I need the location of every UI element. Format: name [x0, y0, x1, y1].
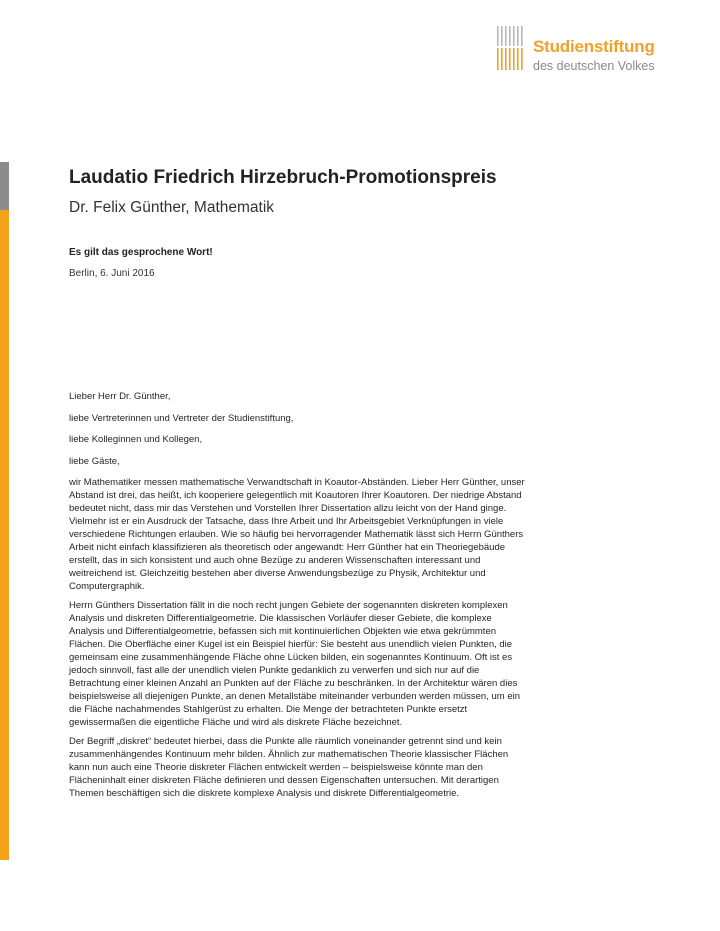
- logo-stripe-bottom: [521, 48, 523, 70]
- place-and-date: Berlin, 6. Juni 2016: [69, 268, 155, 279]
- logo-stripe-bottom: [501, 48, 503, 70]
- logo-stripe-top: [513, 26, 515, 46]
- logo-stripe-bottom: [497, 48, 499, 70]
- accent-side-bar: [0, 162, 9, 860]
- accent-side-bar-top-segment: [0, 162, 9, 210]
- logo-stripe-bottom: [505, 48, 507, 70]
- speech-paragraph: wir Mathematiker messen mathematische Verwandtschaft in Koautor-Abständen. Lieber Herr Günther, unser Abstand ist drei, das heißt, ich kooperiere gelegentlich mit Koautoren Ihrer Koautoren. Der niedrige Abstand bedeutet nicht, dass mir das Verstehen und Vorstellen Ihrer Dissertation allzu leicht von der Hand ginge. Vielmehr ist er ein Ausdruck der Tatsache, dass Ihre Arbeit und Ihr Arbeitsgebiet Verknüpfungen in viele verschiedene Richtungen erlauben. Wie so häufig bei hervorragender Mathematik lässt sich Herrn Günthers Arbeit nicht einfach klassifizieren als theoretisch oder angewandt: Herr Günther hat ein Theoriegebäude erstellt, das in sich konsistent und auch ohne Bezüge zu anderen Wissenschaften interessant und weitreichend ist. Gleichzeitig bestehen aber diverse Anwendungsbezüge zu Physik, Architektur und Computergraphik.: [69, 477, 525, 592]
- logo-stripe-top: [521, 26, 523, 46]
- logo-stripe-top: [505, 26, 507, 46]
- greeting-line: liebe Kolleginnen und Kollegen,: [69, 434, 203, 445]
- studienstiftung-logo: [496, 26, 696, 76]
- greeting-line: Lieber Herr Dr. Günther,: [69, 391, 171, 402]
- logo-stripe-top: [497, 26, 499, 46]
- greeting-line: liebe Vertreterinnen und Vertreter der Studienstiftung,: [69, 412, 294, 424]
- speech-paragraph: Der Begriff „diskret“ bedeutet hierbei, dass die Punkte alle räumlich voneinander getrennt sind und kein zusammenhängendes Kontinuum mehr bilden. Ähnlich zur mathematischen Theorie klassischer Flächen kann nun auch eine Theorie diskreter Flächen entwickelt werden – beispielsweise könnte man den Flächeninhalt einer diskreten Fläche definieren und dessen Eigenschaften untersuchen. Mit derartigen Themen beschäftigen sich die diskrete komplexe Analysis und diskrete Differentialgeometrie.: [69, 736, 509, 799]
- document-title: Laudatio Friedrich Hirzebruch-Promotionspreis: [69, 167, 497, 188]
- speech-paragraph: Herrn Günthers Dissertation fällt in die noch recht jungen Gebiete der sogenannten diskreten komplexen Analysis und diskreten Differentialgeometrie. Die klassischen Vorläufer dieser Gebiete, die komplexe Analysis und Differentialgeometrie, befassen sich mit kontinuierlichen Objekten wie etwa gekrümmten Flächen. Die Oberfläche einer Kugel ist ein Beispiel hierfür: Sie besteht aus unendlich vielen Punkten, die gemeinsam eine zusammenhängende Fläche ohne Lücken bilden, ein sogenanntes Kontinuum. Oft ist es jedoch sinnvoll, fast alle der unendlich vielen Punkte gedanklich zu verwerfen und sich nur auf die Betrachtung einer kleinen Anzahl an Punkten auf der Fläche zu beschränken. In der Architektur wären dies beispielsweise all diejenigen Punkte, an denen Metallstäbe miteinander verbunden werden müssen, um ein die Fläche nachahmendes Stahlgerüst zu erhalten. Die Menge der betrachteten Punkte ersetzt gewissermaßen die eigentliche Fläche und wird als diskrete Fläche bezeichnet.: [69, 600, 520, 728]
- spoken-word-note: Es gilt das gesprochene Wort!: [69, 247, 213, 258]
- speech-body: [69, 390, 527, 806]
- logo-subname: des deutschen Volkes: [533, 59, 655, 73]
- logo-name: Studienstiftung: [533, 37, 655, 56]
- logo-stripe-top: [501, 26, 503, 46]
- logo-stripe-top: [517, 26, 519, 46]
- logo-stripe-bottom: [517, 48, 519, 70]
- document-subtitle: Dr. Felix Günther, Mathematik: [69, 199, 275, 216]
- logo-stripes-icon: [496, 26, 526, 72]
- greeting-line: liebe Gäste,: [69, 455, 120, 467]
- logo-stripe-bottom: [513, 48, 515, 70]
- logo-stripe-bottom: [509, 48, 511, 70]
- logo-stripe-top: [509, 26, 511, 46]
